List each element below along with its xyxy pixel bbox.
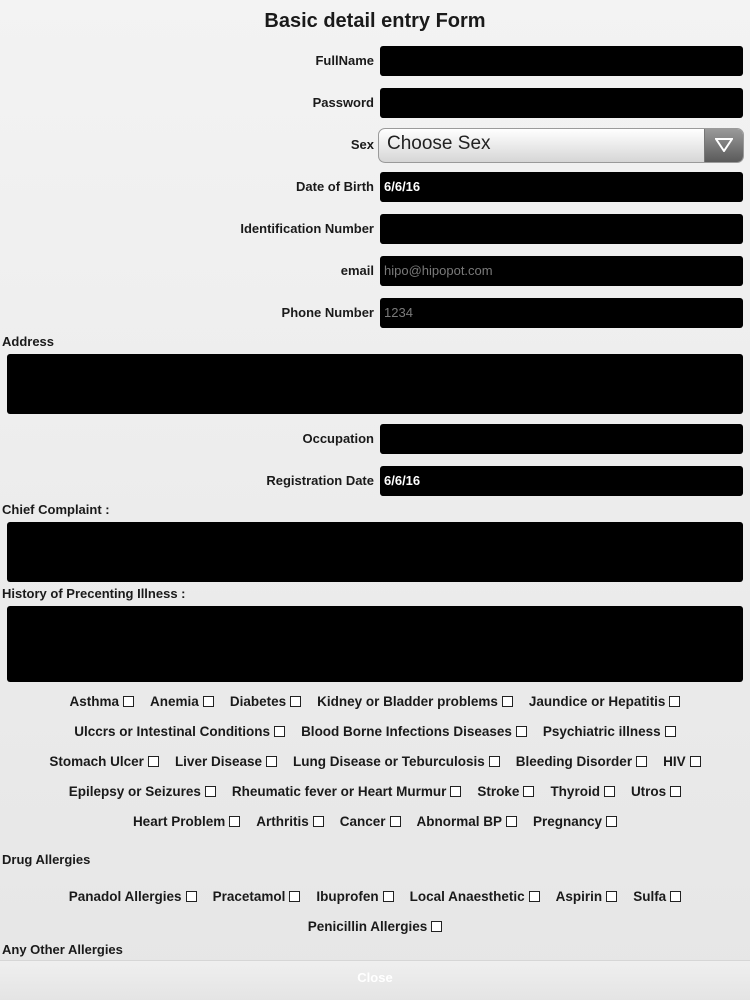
password-label: Password: [312, 95, 374, 110]
password-input[interactable]: [380, 88, 743, 118]
illness-checkbox[interactable]: [477, 784, 534, 799]
page-title: Basic detail entry Form: [264, 10, 486, 32]
checkbox-icon[interactable]: [290, 696, 301, 707]
illness-checkbox[interactable]: [133, 814, 240, 829]
checkbox-label: Pracetamol: [212, 889, 286, 904]
sex-label: Sex: [350, 137, 374, 152]
checkbox-icon[interactable]: [203, 696, 214, 707]
allergy-checkbox[interactable]: [633, 889, 681, 904]
checkbox-label: HIV: [663, 754, 686, 769]
illness-row-2: [0, 724, 750, 739]
illness-checkbox[interactable]: [543, 724, 676, 739]
checkbox-label: Local Anaesthetic: [409, 889, 525, 904]
checkbox-icon[interactable]: [266, 756, 277, 767]
illness-row-5: [0, 814, 750, 829]
checkbox-icon[interactable]: [313, 816, 324, 827]
checkbox-label: Cancer: [339, 814, 386, 829]
checkbox-icon[interactable]: [690, 756, 701, 767]
allergy-checkbox[interactable]: [556, 889, 618, 904]
fullname-input[interactable]: [380, 46, 743, 76]
illness-checkbox[interactable]: [230, 694, 301, 709]
illness-checkbox[interactable]: [69, 784, 216, 799]
checkbox-label: Sulfa: [633, 889, 667, 904]
checkbox-icon[interactable]: [506, 816, 517, 827]
checkbox-label: Thyroid: [550, 784, 600, 799]
illness-checkbox[interactable]: [74, 724, 285, 739]
dob-input[interactable]: [380, 172, 743, 202]
illness-checkbox[interactable]: [533, 814, 617, 829]
illness-row-1: [0, 694, 750, 709]
illness-row-4: [0, 784, 750, 799]
drug-allergy-row-2: [0, 919, 750, 934]
checkbox-label: Asthma: [69, 694, 120, 709]
sex-select-value: Choose Sex: [387, 133, 491, 154]
phone-input[interactable]: [380, 298, 743, 328]
checkbox-label: Stomach Ulcer: [49, 754, 144, 769]
checkbox-label: Diabetes: [229, 694, 287, 709]
email-field[interactable]: [380, 256, 743, 286]
checkbox-icon[interactable]: [229, 816, 240, 827]
illness-checkbox[interactable]: [340, 814, 401, 829]
checkbox-icon[interactable]: [665, 726, 676, 737]
checkbox-icon[interactable]: [123, 696, 134, 707]
checkbox-label: Penicillin Allergies: [307, 919, 428, 934]
allergy-checkbox[interactable]: [316, 889, 393, 904]
checkbox-icon[interactable]: [186, 891, 197, 902]
chief-complaint-textarea[interactable]: [7, 522, 743, 582]
checkbox-label: Jaundice or Hepatitis: [528, 694, 666, 709]
allergy-checkbox[interactable]: [410, 889, 540, 904]
checkbox-icon[interactable]: [529, 891, 540, 902]
id-number-label: Identification Number: [240, 221, 374, 236]
illness-checkbox[interactable]: [293, 754, 500, 769]
dob-label: Date of Birth: [296, 179, 374, 194]
checkbox-icon[interactable]: [383, 891, 394, 902]
checkbox-icon[interactable]: [390, 816, 401, 827]
checkbox-label: Pregnancy: [533, 814, 603, 829]
checkbox-label: Ibuprofen: [316, 889, 379, 904]
illness-checkbox[interactable]: [175, 754, 277, 769]
other-allergies-label: Any Other Allergies: [2, 942, 123, 957]
checkbox-icon[interactable]: [502, 696, 513, 707]
history-textarea[interactable]: [7, 606, 743, 682]
checkbox-label: Lung Disease or Teburculosis: [293, 754, 485, 769]
occupation-input[interactable]: [380, 424, 743, 454]
checkbox-label: Panadol Allergies: [68, 889, 182, 904]
registration-date-label: Registration Date: [266, 473, 374, 488]
checkbox-icon[interactable]: [636, 756, 647, 767]
illness-checkbox[interactable]: [232, 784, 462, 799]
checkbox-label: Blood Borne Infections Diseases: [301, 724, 512, 739]
checkbox-icon[interactable]: [431, 921, 442, 932]
checkbox-label: Aspirin: [555, 889, 603, 904]
checkbox-icon[interactable]: [274, 726, 285, 737]
checkbox-label: Stroke: [477, 784, 520, 799]
checkbox-icon[interactable]: [523, 786, 534, 797]
checkbox-icon[interactable]: [148, 756, 159, 767]
illness-checkbox[interactable]: [317, 694, 513, 709]
illness-checkbox[interactable]: [529, 694, 681, 709]
phone-label: Phone Number: [281, 305, 374, 320]
checkbox-icon[interactable]: [670, 891, 681, 902]
illness-checkbox[interactable]: [663, 754, 701, 769]
checkbox-label: Ulccrs or Intestinal Conditions: [74, 724, 271, 739]
checkbox-icon[interactable]: [606, 891, 617, 902]
illness-checkbox[interactable]: [150, 694, 214, 709]
checkbox-label: Liver Disease: [174, 754, 262, 769]
checkbox-label: Epilepsy or Seizures: [68, 784, 201, 799]
checkbox-icon[interactable]: [669, 696, 680, 707]
checkbox-icon[interactable]: [670, 786, 681, 797]
checkbox-label: Bleeding Disorder: [515, 754, 633, 769]
bottom-toolbar: [0, 960, 750, 1000]
illness-checkbox[interactable]: [631, 784, 681, 799]
close-button[interactable]: Close: [357, 970, 393, 985]
checkbox-label: Abnormal BP: [416, 814, 503, 829]
checkbox-label: Utros: [630, 784, 667, 799]
checkbox-icon[interactable]: [516, 726, 527, 737]
drug-allergies-label: Drug Allergies: [2, 852, 91, 867]
illness-checkbox[interactable]: [49, 754, 159, 769]
illness-checkbox[interactable]: [70, 694, 135, 709]
illness-checkbox[interactable]: [256, 814, 324, 829]
address-textarea[interactable]: [7, 354, 743, 414]
illness-row-3: [0, 754, 750, 769]
checkbox-icon[interactable]: [205, 786, 216, 797]
checkbox-label: Psychiatric illness: [542, 724, 661, 739]
illness-checkbox[interactable]: [417, 814, 518, 829]
illness-checkbox[interactable]: [516, 754, 647, 769]
checkbox-label: Heart Problem: [132, 814, 226, 829]
drug-allergy-row-1: [0, 889, 750, 904]
checkbox-icon[interactable]: [489, 756, 500, 767]
allergy-checkbox[interactable]: [213, 889, 301, 904]
checkbox-label: Rheumatic fever or Heart Murmur: [231, 784, 447, 799]
checkbox-label: Anemia: [150, 694, 199, 709]
chief-complaint-label: Chief Complaint :: [2, 502, 110, 517]
illness-checkbox[interactable]: [301, 724, 527, 739]
email-label: email: [340, 263, 374, 278]
sex-select[interactable]: [378, 128, 744, 163]
checkbox-label: Kidney or Bladder problems: [317, 694, 498, 709]
chevron-down-icon[interactable]: [704, 129, 743, 162]
id-number-input[interactable]: [380, 214, 743, 244]
checkbox-icon[interactable]: [450, 786, 461, 797]
history-label: History of Precenting Illness :: [2, 586, 186, 601]
checkbox-icon[interactable]: [289, 891, 300, 902]
illness-checkbox[interactable]: [550, 784, 615, 799]
occupation-label: Occupation: [302, 431, 374, 446]
checkbox-icon[interactable]: [606, 816, 617, 827]
fullname-label: FullName: [315, 53, 374, 68]
allergy-checkbox[interactable]: [308, 919, 443, 934]
checkbox-label: Arthritis: [256, 814, 309, 829]
checkbox-icon[interactable]: [604, 786, 615, 797]
address-label: Address: [2, 334, 55, 349]
registration-date-input[interactable]: [380, 466, 743, 496]
allergy-checkbox[interactable]: [69, 889, 197, 904]
